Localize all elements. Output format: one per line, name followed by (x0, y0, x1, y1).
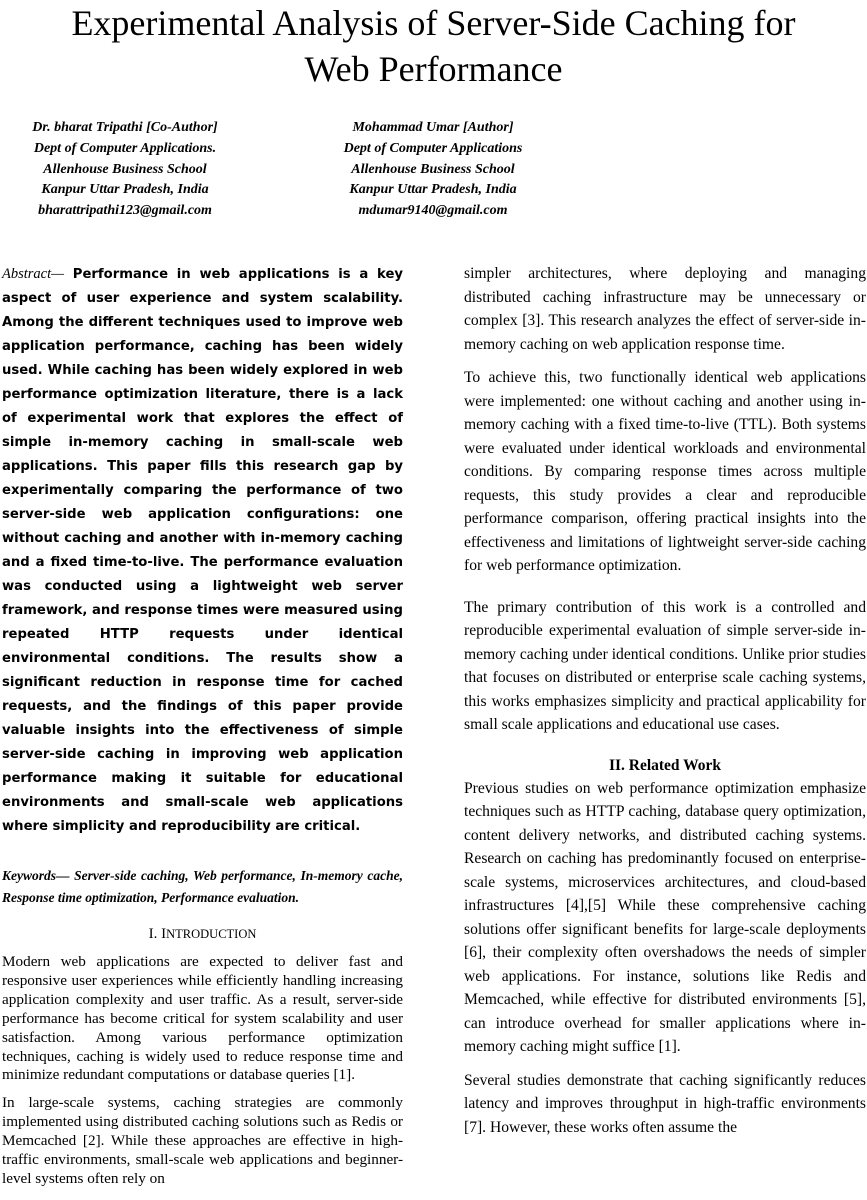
paper-title (0, 0, 867, 92)
abstract-text: Performance in web applications is a key aspect of user experience and system scalability. Among the different techniques used to improve web application performance, caching has been widely used. While caching has been widely explored in web performance optimization literature, there is a lack of experimental work that explores the effect of simple in-memory caching in small-scale web applications. This paper fills this research gap by experimentally comparing the performance of two server-side web application configurations: one without caching and another with in-memory caching and a fixed time-to-live. The performance evaluation was conducted using a lightweight web server framework, and response times were measured using repeated HTTP requests under identical environmental conditions. The results show a significant reduction in response time for cached requests, and the findings of this paper provide valuable insights into the effectiveness of simple server-side caching in improving web application performance making it suitable for educational environments and small-scale web applications where simplicity and reproducibility are critical. (2, 267, 403, 834)
intro-paragraph: To achieve this, two functionally identical web applications were implemented: one without caching and another using in-memory caching with a fixed time-to-live (TTL). Both systems were evaluated under identical workloads and environmental conditions. By comparing response times across multiple requests, this study provides a clear and reproducible performance comparison, offering practical insights into the effectiveness and limitations of lightweight server-side caching for web performance optimization. (464, 369, 866, 574)
author-block-2 (313, 118, 553, 222)
abstract-label: Abstract— (2, 266, 65, 282)
right-column (464, 262, 866, 1149)
author-institution: Allenhouse Business School (43, 161, 207, 177)
author-email: mdumar9140@gmail.com (358, 203, 508, 219)
title-line-1: Experimental Analysis of Server-Side Caching for (71, 3, 796, 43)
intro-heading-rest (161, 926, 256, 942)
left-column (2, 262, 403, 1198)
author-institution: Allenhouse Business School (351, 161, 515, 177)
intro-paragraph-continued: simpler architectures, where deploying and managing distributed caching infrastructure may be unnecessary or complex [3]. This research analyzes the effect of server-side in-memory caching on web application response time. (464, 265, 866, 353)
related-work-heading: II. Related Work (608, 756, 722, 774)
introduction-heading (2, 926, 403, 943)
title-line-2: Web Performance (304, 49, 563, 89)
keywords: Keywords— Server-side caching, Web performance, In-memory cache, Response time optimization, Performance evaluation. (2, 868, 403, 905)
intro-heading-smallcaps: NTRODUCTION (166, 927, 257, 941)
author-dept: Dept of Computer Applications (343, 140, 523, 156)
abstract (2, 262, 403, 839)
author-email: bharattripathi123@gmail.com (38, 203, 212, 219)
author-location: Kanpur Uttar Pradesh, India (349, 182, 517, 198)
intro-heading-number: I. (148, 926, 162, 942)
author-location: Kanpur Uttar Pradesh, India (41, 182, 209, 198)
intro-paragraph: In large-scale systems, caching strategies are commonly implemented using distributed caching solutions such as Redis or Memcached [2]. While these approaches are effective in high-traffic environments, small-scale web applications and beginner-level systems often rely on (2, 1094, 403, 1187)
related-work-paragraph: Previous studies on web performance optimization emphasize techniques such as HTTP caching, database query optimization, content delivery networks, and distributed caching systems. Research on caching has predominantly focused on enterprise-scale systems, microservices architectures, and cloud-based infrastructures [4],[5] While these comprehensive caching solutions offer significant benefits for large-scale deployments [6], their complexity often overshadows the needs of simpler web applications. For instance, solutions like Redis and Memcached, while effective for distributed environments [5], can introduce overhead for smaller applications where in-memory caching might suffice [1]. (464, 779, 866, 1055)
intro-paragraph: Modern web applications are expected to deliver fast and responsive user experiences while efficiently handling increasing application complexity and user traffic. As a result, server-side performance has become critical for system scalability and user satisfaction. Among various performance optimization techniques, caching is widely used to reduce response time and minimize redundant computations or database queries [1]. (2, 953, 403, 1084)
contribution-paragraph: The primary contribution of this work is a controlled and reproducible experimental evaluation of simple server-side in-memory caching under identical conditions. Unlike prior studies that focuses on distributed or enterprise scale caching systems, this works emphasizes simplicity and practical applicability for small scale applications and educational use cases. (464, 598, 866, 733)
author-dept: Dept of Computer Applications. (33, 140, 217, 156)
author-name: Mohammad Umar [Author] (352, 120, 514, 135)
author-name: Dr. bharat Tripathi [Co-Author] (32, 120, 218, 135)
intro-heading-initial: I (161, 926, 167, 942)
related-work-paragraph: Several studies demonstrate that caching significantly reduces latency and improves throughput in high-traffic environments [7]. However, these works often assume the (464, 1071, 866, 1136)
author-block-1 (5, 118, 245, 222)
